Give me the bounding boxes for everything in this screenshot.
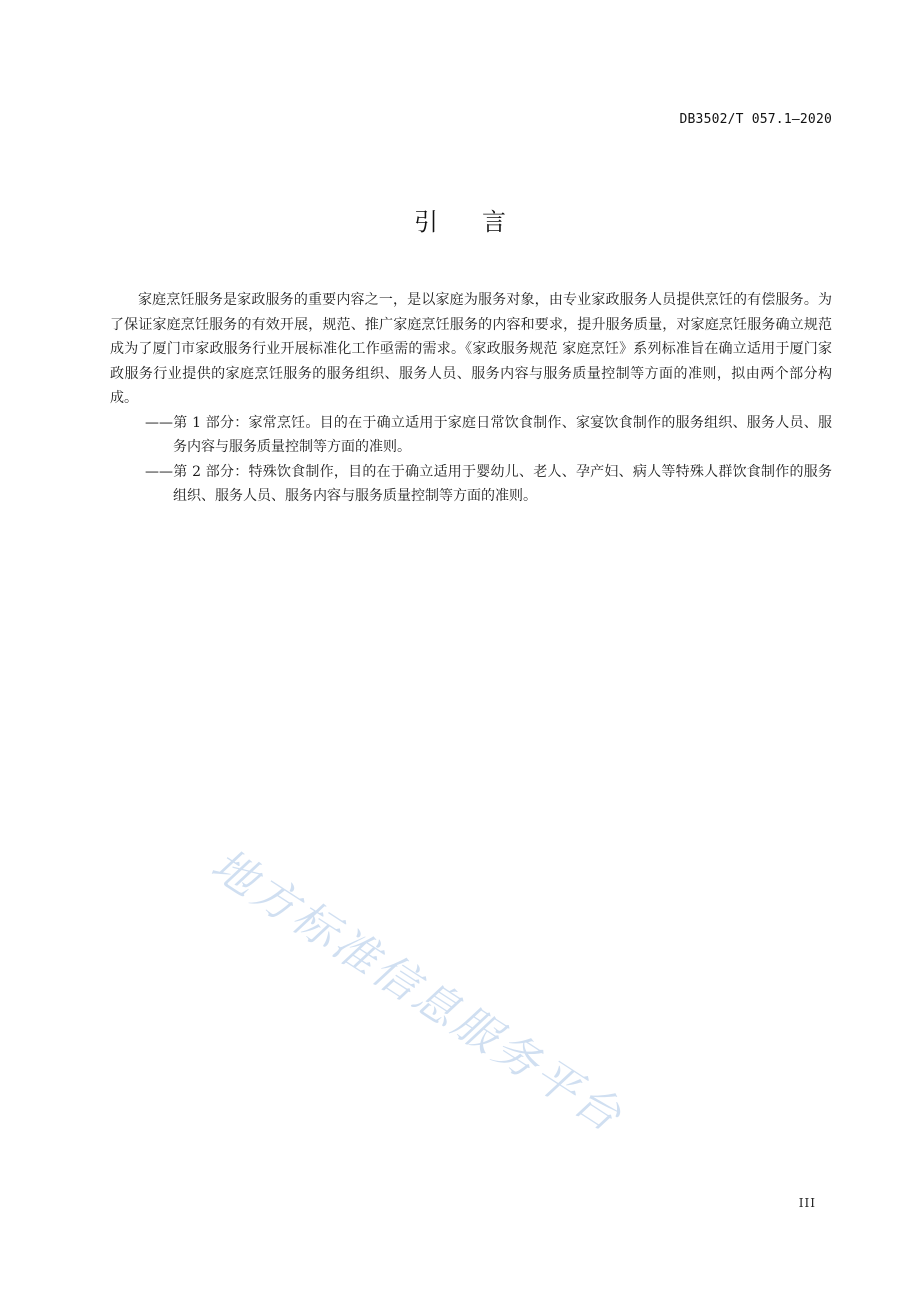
part-2-item: ——第 2 部分：特殊饮食制作，目的在于确立适用于婴幼儿、老人、孕产妇、病人等特殊人群饮食制作的服务组织、服务人员、服务内容与服务质量控制等方面的准则。 [145, 463, 832, 504]
introduction-body [110, 288, 832, 509]
page-title: 引言 [414, 208, 550, 236]
intro-paragraph: 家庭烹饪服务是家政服务的重要内容之一，是以家庭为服务对象，由专业家政服务人员提供烹饪的有偿服务。为了保证家庭烹饪服务的有效开展，规范、推广家庭烹饪服务的内容和要求，提升服务质量，对家庭烹饪服务确立规范成为了厦门市家政服务行业开展标准化工作亟需的需求。《家政服务规范 家庭烹饪》系列标准旨在确立适用于厦门家政服务行业提供的家庭烹饪服务的服务组织、服务人员、服务内容与服务质量控制等方面的准则，拟由两个部分构成。 [110, 292, 832, 406]
document-code: DB3502/T 057.1—2020 [679, 112, 832, 127]
page-number: III [798, 1196, 816, 1210]
part-1-item: ——第 1 部分：家常烹饪。目的在于确立适用于家庭日常饮食制作、家宴饮食制作的服务组织、服务人员、服务内容与服务质量控制等方面的准则。 [145, 414, 832, 455]
watermark: 地方标准信息服务平台 [202, 839, 633, 1144]
